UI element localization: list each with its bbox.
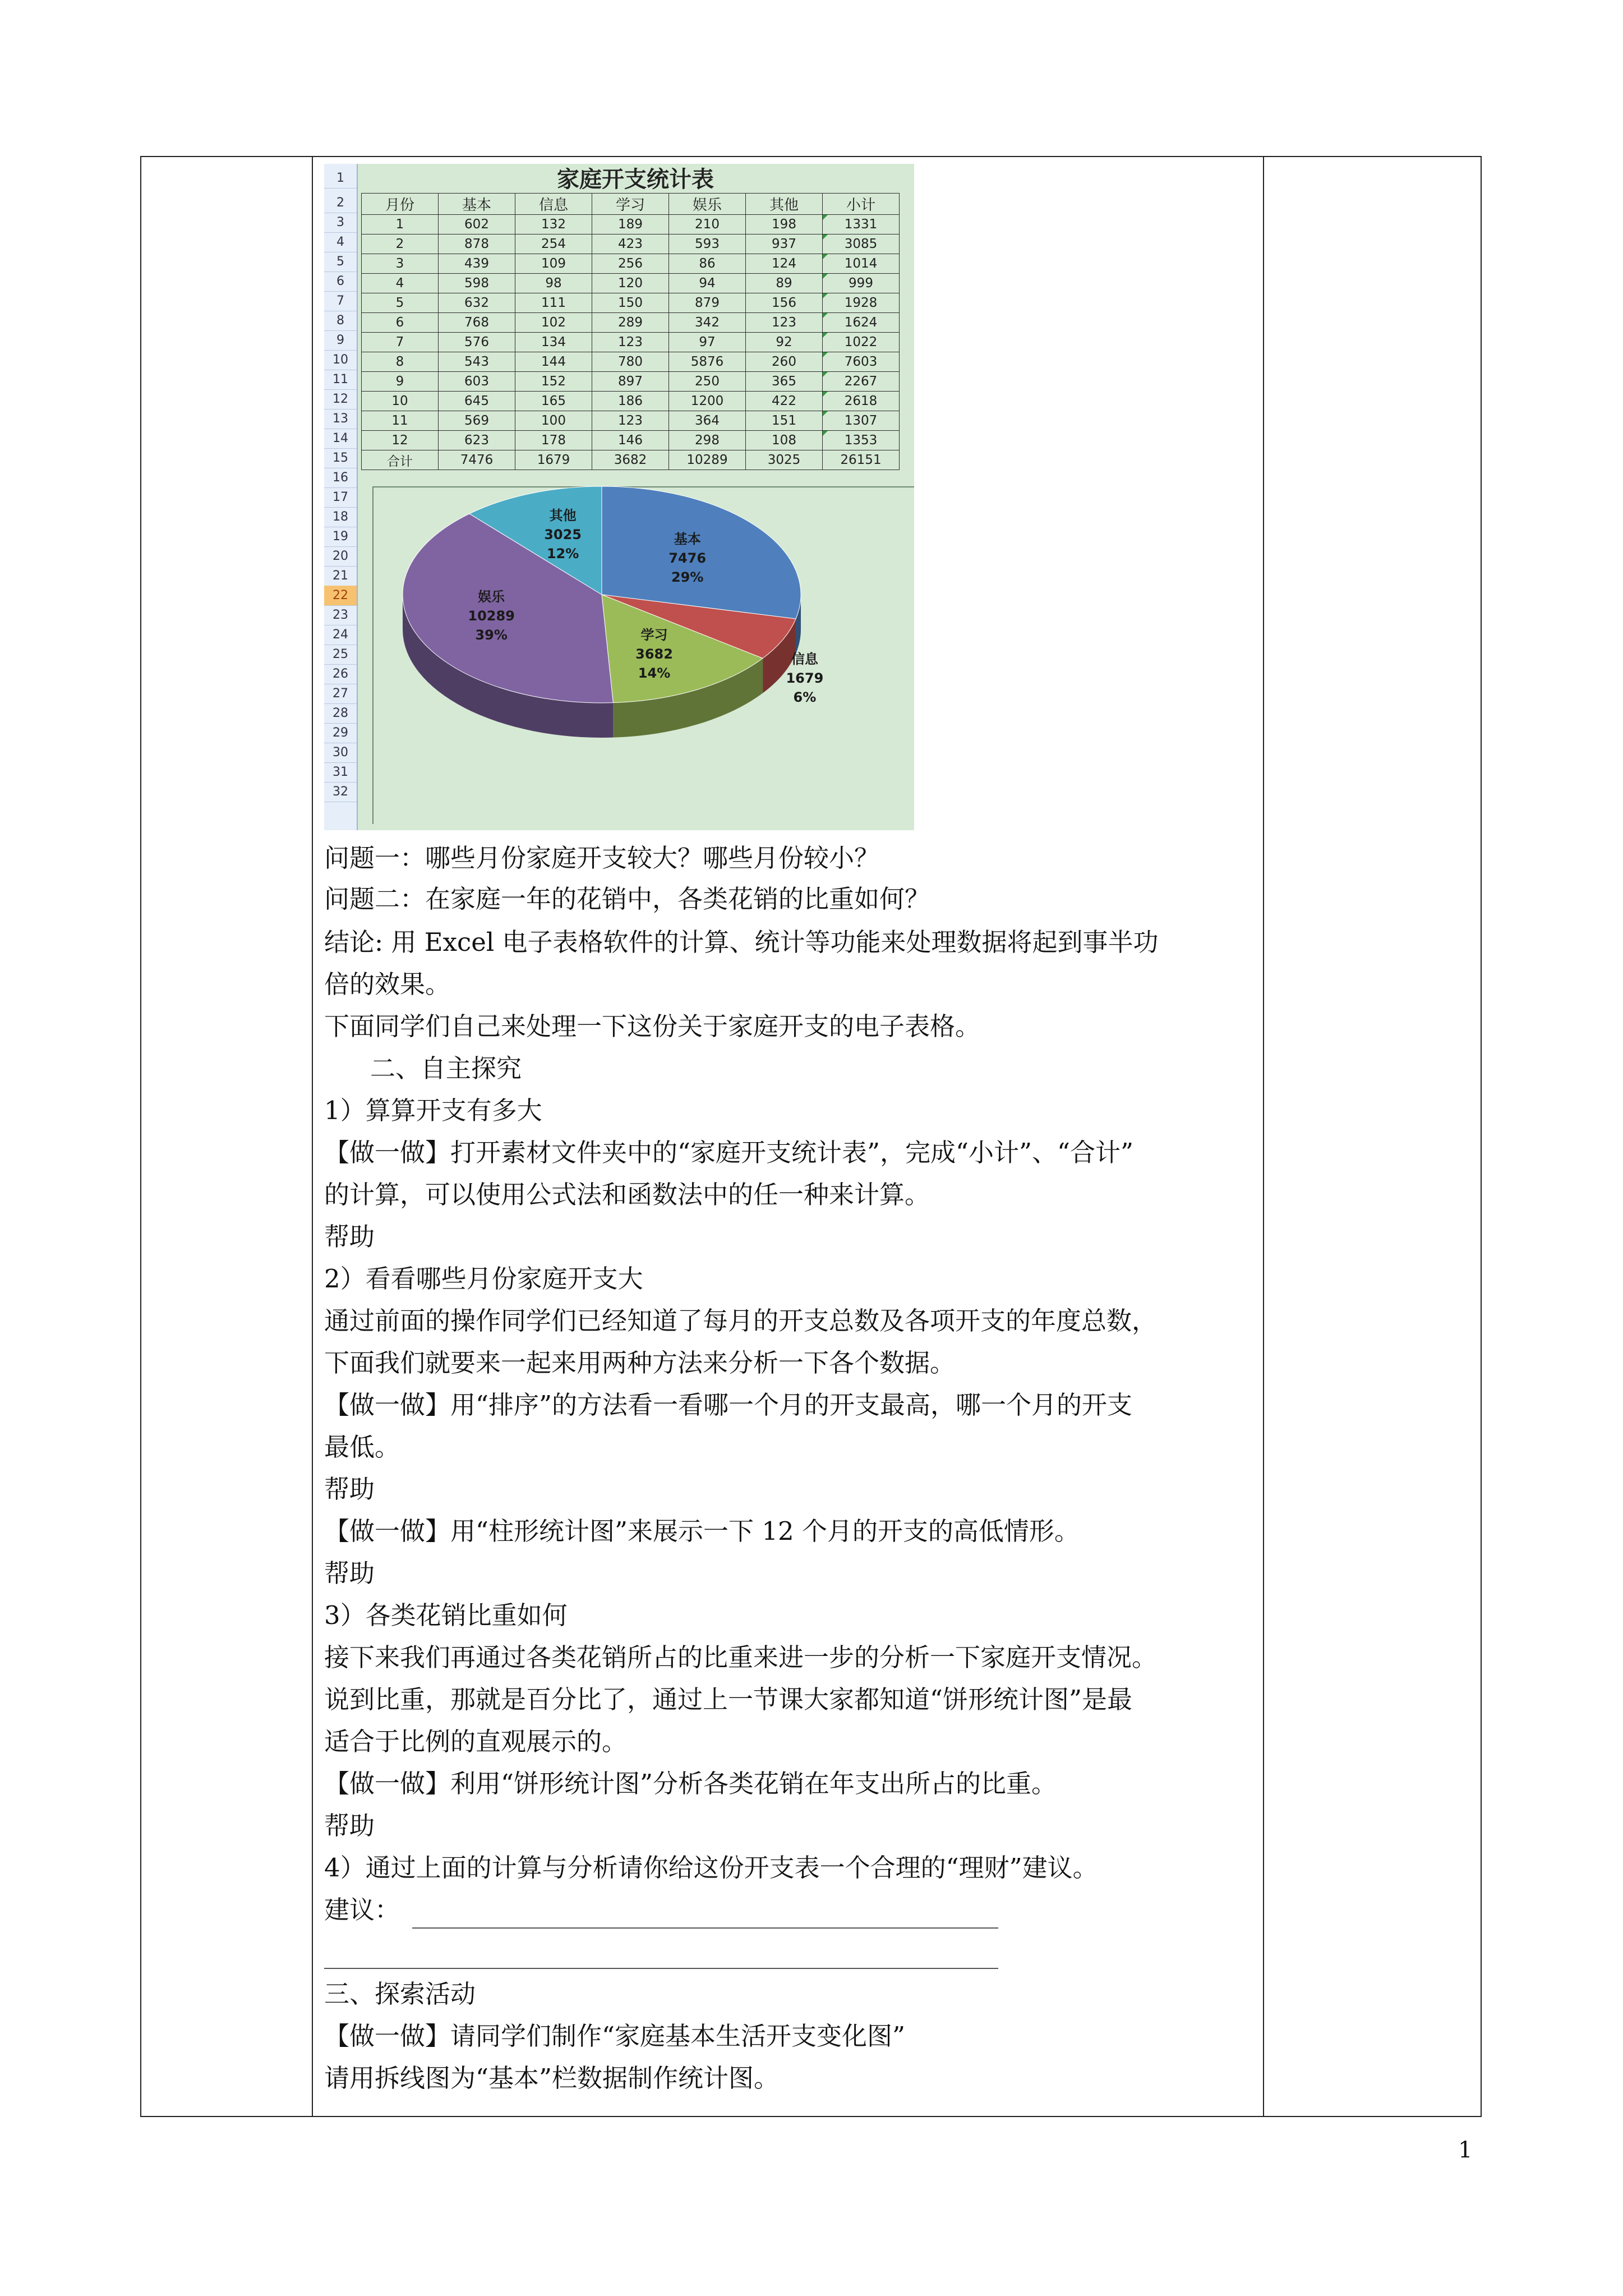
pie-data-label: [452, 587, 531, 645]
row-number: 18: [324, 507, 357, 527]
row-number: 22: [324, 586, 357, 606]
table-cell[interactable]: 7603: [823, 352, 900, 372]
task-1-line-2: 的计算，可以使用公式法和函数法中的任一种来计算。: [324, 1180, 930, 1209]
step-1-heading: 1）算算开支有多大: [324, 1096, 542, 1125]
table-cell[interactable]: 152: [515, 372, 592, 392]
table-cell[interactable]: 98: [515, 274, 592, 293]
step-3-para-line-1: 接下来我们再通过各类花销所占的比重来进一步的分析一下家庭开支情况。: [324, 1642, 1158, 1672]
table-cell[interactable]: 2: [362, 234, 439, 254]
advice-blank-line-2[interactable]: [324, 1968, 998, 1969]
table-cell[interactable]: 100: [515, 411, 592, 431]
table-cell[interactable]: 256: [592, 254, 669, 274]
pie-label-percent: 29%: [671, 569, 704, 585]
table-cell[interactable]: 123: [592, 411, 669, 431]
sheet-title: 家庭开支统计表: [557, 166, 714, 192]
table-cell[interactable]: 365: [746, 372, 823, 392]
row-number: 28: [324, 703, 357, 724]
table-cell[interactable]: 合计: [362, 450, 439, 470]
table-cell[interactable]: 123: [592, 333, 669, 352]
help-link-4[interactable]: 帮助: [324, 1811, 375, 1841]
row-number: 31: [324, 762, 357, 783]
table-cell[interactable]: 623: [439, 431, 515, 450]
help-link-3[interactable]: 帮助: [324, 1558, 375, 1588]
row-number: 7: [324, 291, 357, 311]
row-number: 1: [324, 168, 357, 188]
row-number: 5: [324, 252, 357, 272]
table-cell[interactable]: 897: [592, 372, 669, 392]
table-cell[interactable]: 123: [746, 313, 823, 333]
table-cell[interactable]: 1014: [823, 254, 900, 274]
table-cell[interactable]: 576: [439, 333, 515, 352]
table-cell[interactable]: 423: [592, 234, 669, 254]
row-number: 16: [324, 468, 357, 488]
table-cell[interactable]: 569: [439, 411, 515, 431]
table-cell[interactable]: 124: [746, 254, 823, 274]
row-number: 25: [324, 645, 357, 665]
row-number: 27: [324, 684, 357, 704]
section-3-heading: 三、探索活动: [324, 1979, 476, 2009]
conclusion-line-2: 倍的效果。: [324, 969, 451, 999]
pie-label-percent: 6%: [793, 689, 817, 705]
table-cell[interactable]: 603: [439, 372, 515, 392]
step-3-para-line-2: 说到比重，那就是百分比了，通过上一节课大家都知道“饼形统计图”是最: [324, 1685, 1133, 1714]
table-cell[interactable]: 97: [669, 333, 746, 352]
row-number: 32: [324, 782, 357, 802]
table-cell[interactable]: 780: [592, 352, 669, 372]
pie-label-category: 其他: [549, 507, 577, 523]
table-cell[interactable]: 937: [746, 234, 823, 254]
table-cell[interactable]: 3682: [592, 450, 669, 470]
table-cell[interactable]: 165: [515, 392, 592, 411]
column-header: 月份: [362, 194, 439, 215]
table-cell[interactable]: 878: [439, 234, 515, 254]
pie-label-value: 3682: [635, 646, 673, 662]
help-link-2[interactable]: 帮助: [324, 1474, 375, 1504]
table-cell[interactable]: 1353: [823, 431, 900, 450]
column-header: 学习: [592, 194, 669, 215]
task-1-line-1: 【做一做】打开素材文件夹中的“家庭开支统计表”，完成“小计”、“合计”: [324, 1138, 1134, 1167]
table-cell[interactable]: 3085: [823, 234, 900, 254]
table-cell[interactable]: 10289: [669, 450, 746, 470]
row-number: 21: [324, 566, 357, 586]
task-3: 【做一做】用“柱形统计图”来展示一下 12 个月的开支的高低情形。: [324, 1516, 1080, 1546]
table-cell[interactable]: 260: [746, 352, 823, 372]
row-number: 2: [324, 193, 357, 213]
help-link-1[interactable]: 帮助: [324, 1222, 375, 1251]
step-2-heading: 2）看看哪些月份家庭开支大: [324, 1264, 643, 1294]
table-cell[interactable]: 8: [362, 352, 439, 372]
row-number: 17: [324, 487, 357, 508]
table-cell[interactable]: 102: [515, 313, 592, 333]
section-2-heading: 二、自主探究: [370, 1053, 522, 1083]
table-cell[interactable]: 5876: [669, 352, 746, 372]
table-cell[interactable]: 598: [439, 274, 515, 293]
table-cell[interactable]: 342: [669, 313, 746, 333]
table-cell[interactable]: 1928: [823, 293, 900, 313]
step-2-para-line-2: 下面我们就要来一起来用两种方法来分析一下各个数据。: [324, 1348, 956, 1378]
table-cell[interactable]: 1307: [823, 411, 900, 431]
table-cell[interactable]: 879: [669, 293, 746, 313]
row-number: 8: [324, 311, 357, 331]
pie-label-value: 1679: [786, 670, 824, 686]
row-number: 11: [324, 370, 357, 390]
table-cell[interactable]: 439: [439, 254, 515, 274]
row-number: 24: [324, 625, 357, 645]
table-cell[interactable]: 12: [362, 431, 439, 450]
task-2-line-1: 【做一做】用“排序”的方法看一看哪一个月的开支最高，哪一个月的开支: [324, 1390, 1133, 1420]
table-cell[interactable]: 151: [746, 411, 823, 431]
pie-label-value: 7476: [668, 550, 707, 566]
table-cell[interactable]: 108: [746, 431, 823, 450]
column-header: 娱乐: [669, 194, 746, 215]
table-cell[interactable]: 7476: [439, 450, 515, 470]
pie-label-category: 基本: [674, 531, 701, 547]
row-number: 12: [324, 389, 357, 409]
row-number: 10: [324, 350, 357, 370]
table-cell[interactable]: 210: [669, 215, 746, 234]
row-number: 9: [324, 330, 357, 351]
table-cell[interactable]: 543: [439, 352, 515, 372]
table-cell[interactable]: 92: [746, 333, 823, 352]
table-cell[interactable]: 5: [362, 293, 439, 313]
table-cell[interactable]: 109: [515, 254, 592, 274]
pie-label-category: 学习: [640, 627, 668, 643]
row-number: 19: [324, 527, 357, 547]
table-cell[interactable]: 999: [823, 274, 900, 293]
table-cell[interactable]: 178: [515, 431, 592, 450]
table-cell[interactable]: 144: [515, 352, 592, 372]
step-3-para-line-3: 适合于比例的直观展示的。: [324, 1727, 628, 1756]
task-5: 【做一做】请同学们制作“家庭基本生活开支变化图”: [324, 2021, 906, 2051]
table-cell[interactable]: 2267: [823, 372, 900, 392]
table-cell[interactable]: 94: [669, 274, 746, 293]
table-cell[interactable]: 1624: [823, 313, 900, 333]
pie-label-category: 信息: [791, 651, 818, 667]
table-cell[interactable]: 156: [746, 293, 823, 313]
row-number: 4: [324, 232, 357, 252]
step-3-heading: 3）各类花销比重如何: [324, 1600, 568, 1630]
table-cell[interactable]: 1022: [823, 333, 900, 352]
table-cell[interactable]: 186: [592, 392, 669, 411]
advice-label: 建议：: [324, 1895, 400, 1925]
task-4: 【做一做】利用“饼形统计图”分析各类花销在年支出所占的比重。: [324, 1769, 1057, 1798]
table-cell[interactable]: 10: [362, 392, 439, 411]
table-cell[interactable]: 4: [362, 274, 439, 293]
table-cell[interactable]: 602: [439, 215, 515, 234]
pie-data-label: [766, 650, 844, 707]
column-header: 其他: [746, 194, 823, 215]
pie-label-category: 娱乐: [478, 588, 505, 605]
table-cell[interactable]: 632: [439, 293, 515, 313]
row-number: 29: [324, 723, 357, 743]
table-cell[interactable]: 768: [439, 313, 515, 333]
column-header: 小计: [823, 194, 900, 215]
table-cell[interactable]: 1331: [823, 215, 900, 234]
pie-label-percent: 39%: [475, 627, 508, 643]
table-cell[interactable]: 422: [746, 392, 823, 411]
page-number: 1: [1458, 2137, 1473, 2163]
table-cell[interactable]: 364: [669, 411, 746, 431]
conclusion-line-1: 结论: 用 Excel 电子表格软件的计算、统计等功能来处理数据将起到事半功: [324, 927, 1159, 957]
table-cell[interactable]: 111: [515, 293, 592, 313]
table-cell[interactable]: 86: [669, 254, 746, 274]
row-number: 3: [324, 213, 357, 233]
intro-paragraph: 下面同学们自己来处理一下这份关于家庭开支的电子表格。: [324, 1011, 981, 1041]
expense-pie-chart: [324, 164, 914, 830]
table-cell[interactable]: 6: [362, 313, 439, 333]
pie-data-label: [615, 625, 694, 683]
table-cell[interactable]: 9: [362, 372, 439, 392]
pie-data-label: [524, 506, 602, 563]
table-cell[interactable]: 1: [362, 215, 439, 234]
table-cell[interactable]: 120: [592, 274, 669, 293]
table-cell[interactable]: 2618: [823, 392, 900, 411]
column-divider-right: [1263, 157, 1264, 2116]
table-cell[interactable]: 7: [362, 333, 439, 352]
excel-screenshot: [324, 164, 914, 830]
table-cell[interactable]: 11: [362, 411, 439, 431]
row-number: 15: [324, 448, 357, 468]
row-number: 13: [324, 409, 357, 429]
row-number: 6: [324, 272, 357, 292]
table-cell[interactable]: 3025: [746, 450, 823, 470]
question-1: 问题一：哪些月份家庭开支较大？哪些月份较小？: [324, 843, 880, 873]
task-5-instruction: 请用拆线图为“基本”栏数据制作统计图。: [324, 2063, 780, 2093]
pie-data-label: [648, 530, 727, 587]
column-divider-left: [312, 157, 313, 2116]
table-cell[interactable]: 645: [439, 392, 515, 411]
table-cell[interactable]: 150: [592, 293, 669, 313]
table-cell[interactable]: 134: [515, 333, 592, 352]
pie-label-value: 3025: [544, 526, 582, 542]
pie-label-percent: 12%: [546, 545, 579, 562]
row-number: 14: [324, 429, 357, 449]
table-cell[interactable]: 132: [515, 215, 592, 234]
table-cell[interactable]: 593: [669, 234, 746, 254]
row-number: 26: [324, 664, 357, 684]
pie-label-value: 10289: [468, 608, 515, 624]
table-cell[interactable]: 1200: [669, 392, 746, 411]
row-number: 23: [324, 605, 357, 625]
table-cell[interactable]: 289: [592, 313, 669, 333]
table-cell[interactable]: 3: [362, 254, 439, 274]
table-cell[interactable]: 254: [515, 234, 592, 254]
table-cell[interactable]: 198: [746, 215, 823, 234]
row-number: 30: [324, 743, 357, 763]
column-header: 基本: [439, 194, 515, 215]
table-cell[interactable]: 1679: [515, 450, 592, 470]
table-cell[interactable]: 89: [746, 274, 823, 293]
table-cell[interactable]: 189: [592, 215, 669, 234]
column-header: 信息: [515, 194, 592, 215]
pie-label-percent: 14%: [638, 665, 671, 682]
task-2-line-2: 最低。: [324, 1432, 400, 1462]
question-2: 问题二：在家庭一年的花销中，各类花销的比重如何？: [324, 884, 930, 914]
table-cell[interactable]: 250: [669, 372, 746, 392]
table-cell[interactable]: 26151: [823, 450, 900, 470]
step-2-para-line-1: 通过前面的操作同学们已经知道了每月的开支总数及各项开支的年度总数，: [324, 1306, 1158, 1336]
row-number: 20: [324, 546, 357, 567]
table-cell[interactable]: 298: [669, 431, 746, 450]
step-4-heading: 4）通过上面的计算与分析请你给这份开支表一个合理的“理财”建议。: [324, 1853, 1098, 1883]
table-cell[interactable]: 146: [592, 431, 669, 450]
advice-blank-line-1[interactable]: [412, 1927, 998, 1929]
